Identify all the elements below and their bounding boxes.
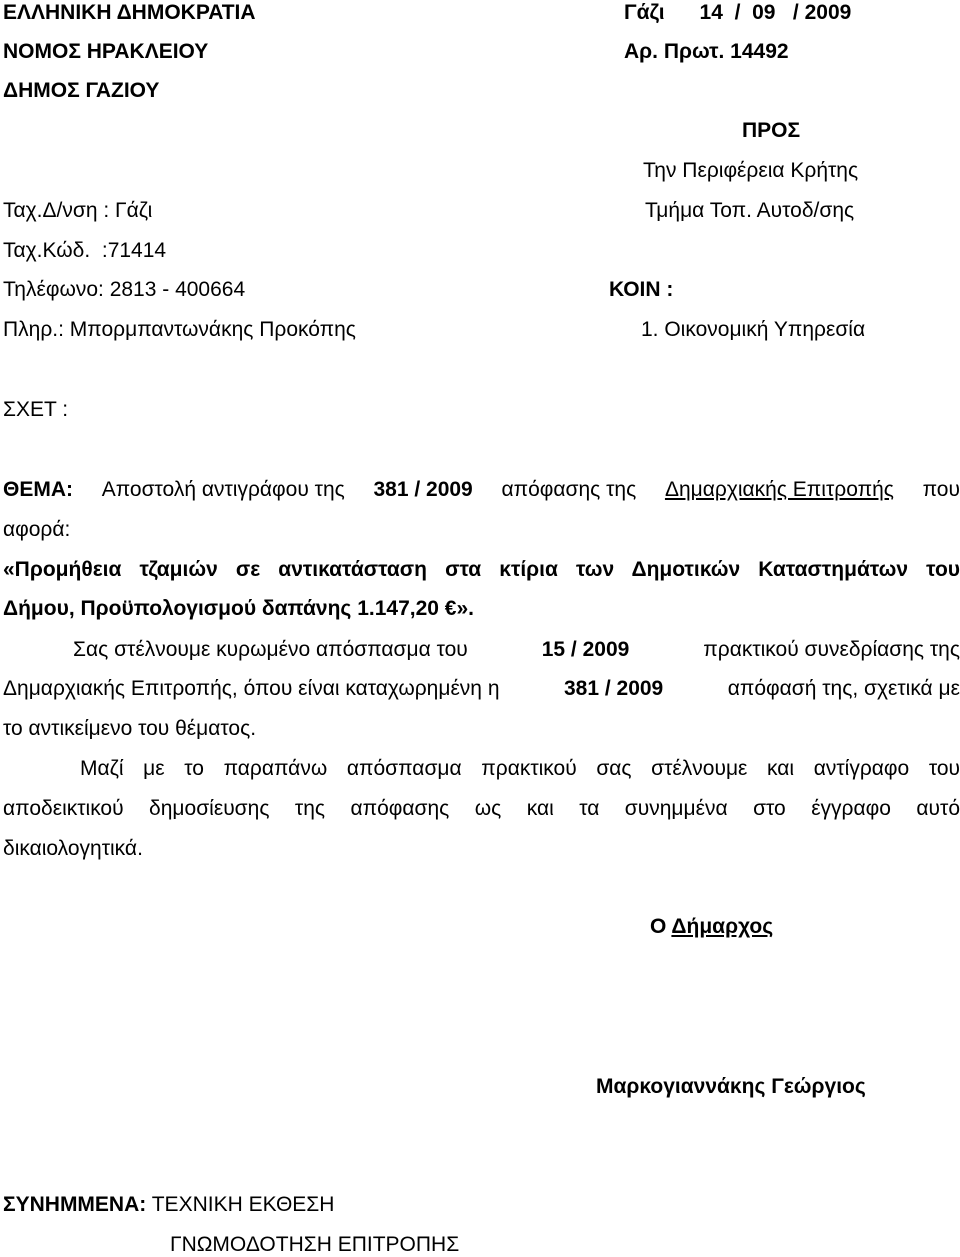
place-date: Γάζι 14 / 09 / 2009: [624, 1, 852, 24]
sender-postcode: Ταχ.Κώδ. :71414: [3, 239, 167, 262]
sender-address: Ταχ.Δ/νση : Γάζι: [3, 199, 153, 222]
issuer-municipality: ΔΗΜΟΣ ΓΑΖΙΟΥ: [3, 79, 160, 102]
subject-line-1: [3, 478, 960, 502]
attachment-item-2: ΓΝΩΜΟΔΟΤΗΣΗ ΕΠΙΤΡΟΠΗΣ: [170, 1233, 460, 1256]
signature-title-prefix: Ο: [650, 915, 667, 938]
sender-phone: Τηλέφωνο: 2813 - 400664: [3, 278, 246, 301]
issuer-state: ΕΛΛΗΝΙΚΗ ΔΗΜΟΚΡΑΤΙΑ: [3, 1, 256, 24]
subject-line-2: αφορά:: [3, 518, 71, 541]
cc-label: ΚΟΙΝ :: [609, 278, 674, 301]
signature-title: [650, 915, 773, 939]
body-p1-minutes-number: 15 / 2009: [541, 638, 630, 661]
subject-title-line-2: Δήμου, Προϋπολογισμού δαπάνης 1.147,20 €».: [3, 597, 474, 620]
subject-label: ΘΕΜΑ:: [3, 478, 73, 501]
attachments-line-1: [3, 1193, 334, 1217]
body-p1-line-3: το αντικείμενο του θέματος.: [3, 717, 257, 740]
subject-text-1: Αποστολή αντιγράφου της: [101, 478, 345, 501]
body-p1-text-a: Σας στέλνουμε κυρωμένο απόσπασμα του: [73, 638, 468, 661]
signature-title-word: Δήμαρχος: [671, 915, 774, 938]
to-label: ΠΡΟΣ: [742, 119, 801, 142]
body-p1-text-b: πρακτικού συνεδρίασης της: [703, 638, 960, 661]
body-p2-line-2: αποδεικτικού δημοσίευσης της απόφασης ως και τα συνημμένα στο έγγραφο αυτό: [3, 797, 960, 820]
attachments-label: ΣΥΝΗΜΜΕΝΑ:: [3, 1193, 147, 1216]
recipient-line-2: Τμήμα Τοπ. Αυτοδ/σης: [645, 199, 855, 222]
subject-committee: Δημαρχιακής Επιτροπής: [664, 478, 894, 501]
body-p2-line-1: Μαζί με το παραπάνω απόσπασμα πρακτικού σας στέλνουμε και αντίγραφο του: [80, 757, 960, 780]
cc-item: 1. Οικονομική Υπηρεσία: [641, 318, 866, 341]
recipient-line-1: Την Περιφέρεια Κρήτης: [643, 159, 859, 182]
attachment-item-1: ΤΕΧΝΙΚΗ ΕΚΘΕΣΗ: [151, 1193, 335, 1216]
body-p1-line-2: [3, 677, 960, 701]
reference-label: ΣΧΕΤ :: [3, 398, 69, 421]
sender-info: Πληρ.: Μπορμπαντωνάκης Προκόπης: [3, 318, 356, 341]
issuer-prefecture: ΝΟΜΟΣ ΗΡΑΚΛΕΙΟΥ: [3, 40, 209, 63]
body-p1-text-d: απόφασή της, σχετικά με: [727, 677, 960, 700]
body-p1-line-1: [73, 638, 960, 662]
body-p1-decision-number: 381 / 2009: [563, 677, 664, 700]
protocol-number: Αρ. Πρωτ. 14492: [624, 40, 789, 63]
signatory-name: Μαρκογιαννάκης Γεώργιος: [596, 1075, 866, 1098]
subject-text-3: που: [922, 478, 960, 501]
subject-decision-number: 381 / 2009: [373, 478, 473, 501]
subject-text-2: απόφασης της: [501, 478, 637, 501]
body-p2-line-3: δικαιολογητικά.: [3, 837, 143, 860]
subject-title-line-1: «Προμήθεια τζαμιών σε αντικατάσταση στα κτίρια των Δημοτικών Καταστημάτων του: [3, 558, 960, 581]
body-p1-text-c: Δημαρχιακής Επιτροπής, όπου είναι καταχωρημένη η: [3, 677, 500, 700]
